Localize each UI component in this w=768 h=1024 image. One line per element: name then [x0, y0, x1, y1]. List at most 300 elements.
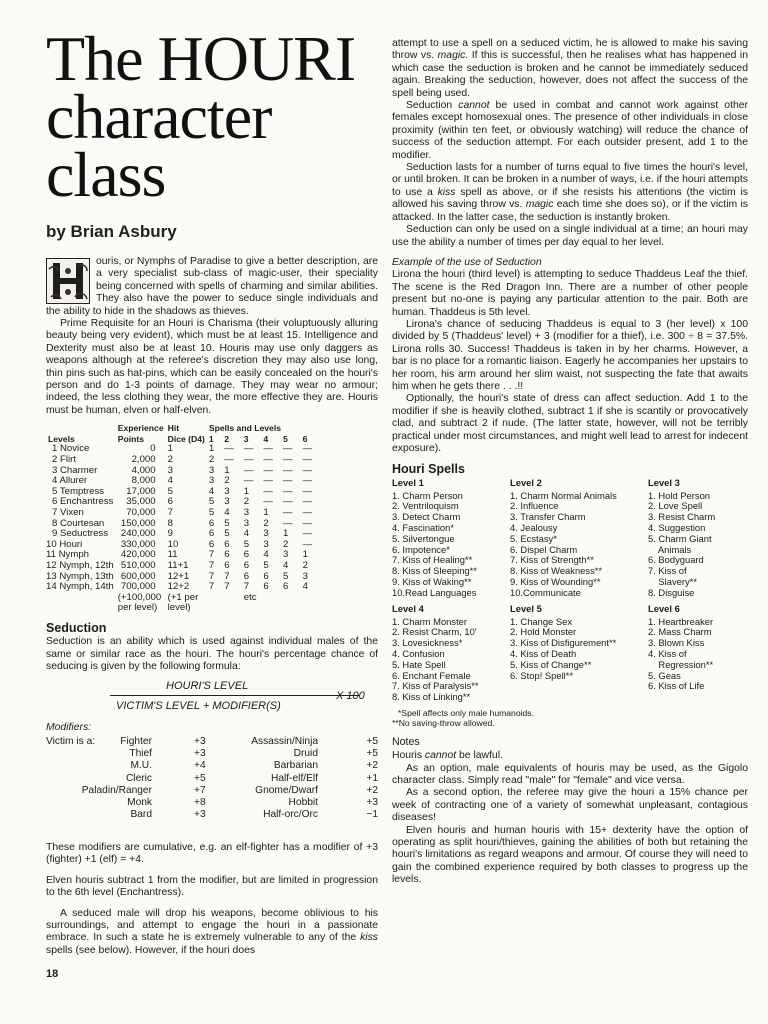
header-dice: Dice (D4): [167, 433, 205, 444]
modifier-value: +1: [366, 772, 378, 784]
dice-cell: 10: [167, 538, 179, 550]
list-item: 4. Jealousy: [510, 522, 558, 533]
list-item: 10.Read Languages: [392, 586, 477, 598]
seduction-paragraph-4: [46, 908, 378, 958]
list-item: 4. Kiss of: [648, 648, 687, 659]
list-item: 5. Hate Spell: [392, 658, 446, 670]
list-item: 6. Stop! Spell**: [510, 669, 574, 681]
para4-part-a: A seduced male will drop his weapons, become oblivious to his surroundings, and attempt to engage the houri in a passionate embrace. In such a state he is extremely vulnerable to any of the: [46, 907, 378, 944]
dice-cell: 3: [167, 464, 173, 476]
spell-note-2: **No saving-throw allowed.: [392, 717, 495, 728]
formula-multiplier: X 100: [336, 689, 365, 702]
spell-slot-cell: 5: [224, 517, 230, 529]
modifier-class-name: Barbarian: [273, 760, 318, 772]
list-item: 4. Suggestion: [648, 522, 706, 533]
modifier-value: +3: [194, 809, 206, 821]
spell-slot-cell: 2: [243, 496, 250, 508]
list-item: 7. Kiss of Paralysis**: [392, 680, 479, 692]
example-heading: Example of the use of Seduction: [392, 256, 542, 268]
spell-list: [510, 491, 617, 599]
right-paragraph-3: [392, 162, 748, 224]
modifiers-list: [46, 736, 378, 834]
level-name-cell: 3 Charmer: [52, 464, 98, 476]
dice-cell: 4: [167, 475, 173, 487]
r-para2-a: Seduction: [406, 100, 459, 112]
list-item: 3. Lovesickness*: [392, 637, 463, 649]
notes-paragraph-4: Elven houris and human houris with 15+ dexterity have the option of operating as split houri/thieves, gaining the abilities of both but retaining the houri's limitations as regard weapons and armour. Of course they will need to gain the combined experience required by both classes to progress up the levels.: [392, 824, 748, 886]
spell-slot-cell: 5: [263, 560, 269, 571]
spell-slot-cell: —: [302, 454, 313, 466]
table-row: [46, 444, 320, 455]
list-item: 2. Love Spell: [648, 500, 703, 512]
spell-group: [648, 604, 713, 692]
spell-slot-cell: —: [263, 485, 273, 497]
spell-slot-cell: 2: [302, 560, 308, 571]
table-row: [46, 497, 320, 508]
intro-paragraph-2: Prime Requisite for an Houri is Charisma (their voluptuously alluring beauty being very evident), which must be at least 15. Intelligence and Dexterity must also be at least 10. Houris may use only daggers as weapons although at the referee's discretion they may also use long, thin pins such as hat-pins, which can be easily concealed on the houri's person and do 1-3 points of damage. They may wear no armour; indeed, the less clothing they wear, the more effective they are. Houris must be human, elven or half-elven.: [46, 318, 378, 416]
modifier-value: +4: [194, 760, 206, 772]
spell-slot-cell: 7: [243, 581, 250, 593]
spell-slot-cell: —: [302, 464, 313, 476]
spell-slot-cell: 6: [224, 549, 230, 561]
r-para3-c: each time she does so), or if the victim is attacked. In the latter case, the seduction is instantly broken.: [392, 199, 748, 223]
header-spells-levels: Spells and Levels: [208, 423, 281, 434]
para4-part-b: spells (see below). However, if the houri does: [46, 944, 256, 956]
levels-table-body: [46, 444, 320, 592]
spell-slot-cell: 6: [208, 517, 215, 529]
level-name-cell: 6 Enchantress: [52, 496, 114, 508]
spell-slot-cell: 6: [263, 570, 269, 582]
modifier-value: +2: [366, 760, 378, 772]
spell-slot-cell: —: [302, 528, 313, 540]
page-number: 18: [46, 968, 59, 980]
r-para2-cannot: cannot: [458, 100, 490, 112]
spell-slot-cell: 5: [224, 528, 230, 540]
spell-slot-cell: 5: [243, 538, 250, 550]
seduction-heading: Seduction: [46, 620, 107, 635]
spell-slot-cell: —: [282, 475, 293, 487]
points-cell: 8,000: [131, 475, 156, 487]
header-spell-col: 4: [263, 433, 269, 444]
header-spell-col: 2: [224, 433, 229, 444]
spell-slot-cell: —: [243, 443, 254, 455]
list-item: 8. Disguise: [648, 586, 695, 598]
spell-group-title: Level 3: [648, 476, 680, 488]
list-item: 2. Mass Charm: [648, 626, 712, 638]
level-name-cell: 12 Nymph, 12th: [46, 560, 114, 571]
spell-slot-cell: 3: [208, 475, 215, 487]
level-name-cell: 14 Nymph, 14th: [46, 581, 114, 593]
level-name-cell: 8 Courtesan: [52, 517, 105, 529]
header-points: Points: [117, 433, 144, 444]
spell-slot-cell: 7: [224, 581, 230, 593]
modifier-class-name: Gnome/Dwarf: [255, 784, 318, 796]
modifier-value: +3: [194, 748, 206, 760]
spell-group-title: Level 4: [392, 602, 424, 614]
spell-slot-cell: —: [302, 485, 313, 497]
spell-slot-cell: 3: [263, 528, 269, 540]
list-item: 7. Kiss of Healing**: [392, 554, 473, 566]
list-item: 5. Ecstasy*: [510, 532, 557, 544]
header-levels: Levels: [48, 433, 75, 444]
table-row: [46, 466, 320, 477]
spell-slot-cell: 1: [263, 507, 269, 519]
list-item: 7. Kiss of Strength**: [510, 554, 594, 566]
spell-slot-cell: 6: [208, 538, 215, 550]
dice-cell: 12+1: [167, 570, 190, 582]
modifiers-heading: Modifiers:: [46, 721, 92, 733]
dice-cell: 9: [167, 528, 173, 540]
spell-slot-cell: —: [282, 507, 293, 519]
points-cell: 330,000: [120, 538, 156, 550]
notes1-a: Houris: [392, 750, 425, 762]
spell-slot-cell: —: [282, 517, 293, 529]
extra-points: (+100,000: [117, 591, 162, 603]
spell-slot-cell: 7: [224, 570, 230, 582]
spell-slot-cell: 4: [224, 507, 230, 519]
header-spell-col: 3: [243, 433, 249, 444]
dice-cell: 8: [167, 517, 173, 529]
list-item: 2. Hold Monster: [510, 626, 577, 638]
formula-divider: [110, 695, 360, 696]
spell-slot-cell: 3: [224, 485, 230, 497]
notes-paragraph-2: As an option, male equivalents of houris may be used, as the Gigolo character class. Simply read "male" for "female" and vice versa.: [392, 762, 748, 787]
list-item: 6. Impotence*: [392, 543, 450, 555]
formula-denominator: VICTIM'S LEVEL + MODIFIER(S): [116, 699, 281, 712]
spell-group-title: Level 1: [392, 476, 424, 488]
spell-slot-cell: —: [263, 454, 273, 466]
points-cell: 510,000: [120, 560, 156, 571]
modifier-class-name: Hobbit: [288, 797, 318, 808]
spell-slot-cell: —: [282, 443, 293, 455]
table-row: [46, 561, 320, 572]
r-para3-a: Seduction lasts for a number of turns equal to five times the houri's level, or until broken. It can be broken in a number of ways, i.e. if the houri attempts to use a: [392, 162, 748, 198]
seduction-paragraph-1: Seduction is an ability which is used against individual males of the same or similar race as the houri. The houri's percentage chance of seducing is given by the following formula:: [46, 636, 378, 673]
seduction-formula: [46, 680, 378, 718]
spell-slot-cell: 5: [208, 507, 215, 519]
list-item: 3. Transfer Charm: [510, 511, 586, 523]
spell-slot-cell: 3: [208, 464, 215, 476]
spell-slot-cell: 2: [224, 475, 230, 487]
spell-slot-cell: 2: [282, 538, 289, 550]
modifier-value: +5: [194, 772, 206, 784]
notes1-cannot: cannot: [424, 750, 457, 762]
spell-slot-cell: —: [243, 454, 254, 466]
modifier-class-name: Druid: [293, 748, 318, 760]
spell-slot-cell: 3: [302, 570, 308, 582]
spell-group: [392, 604, 479, 703]
r-para3-b: spell as above, or if she resists his attentions (the victim is allowed his saving throw vs.: [392, 186, 748, 211]
extra-dice-2: level): [167, 602, 191, 614]
list-item: 8. Kiss of Sleeping**: [392, 565, 477, 577]
modifier-value: +3: [366, 797, 378, 808]
para4-kiss: kiss: [360, 932, 378, 944]
title-line-2: character: [46, 81, 272, 152]
spell-list: [392, 617, 479, 703]
spell-slot-cell: 3: [243, 507, 250, 519]
spell-slot-cell: 5: [282, 570, 289, 582]
points-cell: 2,000: [131, 454, 156, 466]
modifier-value: −1: [366, 809, 378, 821]
extra-dice: (+1 per: [167, 591, 199, 603]
dice-cell: 7: [167, 507, 173, 519]
spell-list: [648, 491, 715, 599]
points-cell: 600,000: [120, 570, 156, 582]
header-hit: Hit: [167, 423, 180, 434]
spell-note-1: *Spell affects only male humanoids.: [398, 707, 534, 718]
spell-slot-cell: 6: [282, 581, 289, 593]
notes-heading: Notes: [392, 735, 420, 748]
spell-group: [510, 478, 617, 599]
victim-label: Victim is a:: [46, 736, 96, 747]
spell-slot-cell: 3: [263, 538, 269, 550]
list-item: 2. Influence: [510, 500, 559, 512]
modifier-class-name: Monk: [127, 797, 152, 808]
r-para1-b: If this is successful, then he realises what has happened in which case the seduction is broken and he cannot be immediately seduced again. Breaking the seduction, however, does not affect the success of the spell being used.: [392, 50, 748, 99]
extra-points-2: per level): [117, 602, 158, 614]
list-item: 8. Kiss of Linking**: [392, 691, 471, 703]
left-column: [46, 23, 378, 957]
dice-cell: 2: [167, 454, 173, 466]
modifier-class-name: M.U.: [130, 760, 152, 772]
spell-slot-cell: —: [302, 496, 313, 508]
modifier-class-name: Paladin/Ranger: [81, 784, 152, 796]
spell-slot-cell: 4: [208, 485, 215, 497]
list-item: 8. Kiss of Weakness**: [510, 565, 603, 577]
list-item: 3. Resist Charm: [648, 511, 716, 523]
list-item: 5. Kiss of Change**: [510, 658, 592, 670]
list-item: 9. Kiss of Wounding**: [510, 575, 601, 587]
list-item: 6. Enchant Female: [392, 669, 471, 681]
modifier-class-name: Cleric: [125, 772, 152, 784]
extra-etc: etc: [243, 591, 257, 603]
formula-numerator: HOURI'S LEVEL: [166, 679, 249, 692]
level-name-cell: 2 Flirt: [52, 454, 76, 466]
modifier-class-name: Bard: [130, 809, 152, 821]
modifier-class-name: Half-orc/Orc: [263, 809, 318, 821]
spell-slot-cell: 6: [243, 549, 250, 561]
spell-group: [392, 478, 477, 599]
spell-slot-cell: —: [282, 454, 293, 466]
level-name-cell: 10 Houri: [46, 538, 83, 550]
spell-slot-cell: 7: [208, 549, 215, 561]
points-cell: 240,000: [120, 528, 156, 540]
points-cell: 700,000: [120, 581, 156, 593]
list-item: Regression**: [648, 658, 714, 670]
header-spell-col: 1: [208, 433, 214, 444]
spell-slot-cell: —: [302, 517, 313, 529]
spell-slot-cell: 3: [224, 496, 230, 508]
spell-list: [510, 617, 616, 682]
list-item: 6. Kiss of Life: [648, 680, 705, 692]
list-item: 3. Blown Kiss: [648, 637, 705, 649]
level-name-cell: 11 Nymph: [46, 549, 90, 561]
spell-slot-cell: 7: [208, 570, 215, 582]
modifier-value: +2: [366, 784, 378, 796]
spell-slot-cell: —: [302, 538, 313, 550]
title-line-3: class: [46, 139, 166, 210]
level-name-cell: 9 Seductress: [52, 528, 108, 540]
modifier-value: +8: [194, 797, 206, 808]
list-item: 1. Change Sex: [510, 615, 573, 627]
list-item: Animals: [648, 543, 692, 555]
dropcap-h-illustration: [46, 258, 90, 304]
spell-slot-cell: 5: [208, 496, 215, 508]
spell-slot-cell: —: [263, 475, 273, 487]
points-cell: 4,000: [131, 464, 156, 476]
right-column: [392, 38, 748, 887]
spell-slot-cell: —: [263, 496, 273, 508]
intro-block: [46, 256, 378, 417]
level-name-cell: 13 Nymph, 13th: [46, 570, 114, 582]
spell-slot-cell: —: [243, 464, 254, 476]
spell-slot-cell: 6: [224, 538, 230, 550]
spell-slot-cell: 3: [282, 549, 289, 561]
level-name-cell: 4 Allurer: [52, 475, 88, 487]
list-item: 1. Charm Person: [392, 489, 463, 501]
spells-heading: Houri Spells: [392, 462, 465, 477]
modifier-class-name: Thief: [129, 748, 152, 760]
modifier-value: +7: [194, 784, 206, 796]
points-cell: 420,000: [120, 549, 156, 561]
modifier-value: +5: [366, 748, 378, 760]
list-item: 2. Ventriloquism: [392, 500, 459, 512]
level-name-cell: 1 Novice: [52, 443, 90, 455]
spell-slot-cell: —: [282, 485, 293, 497]
r-para3-magic: magic: [525, 199, 554, 211]
levels-table: [46, 423, 320, 614]
notes-paragraph-1: [392, 750, 748, 762]
list-item: 9. Kiss of Waking**: [392, 575, 472, 587]
spell-slot-cell: 4: [263, 549, 269, 561]
seduction-paragraph-3: Elven houris subtract 1 from the modifier, but are limited in progression to the 6th level (Enchantress).: [46, 874, 378, 899]
r-para3-kiss: kiss: [437, 186, 456, 198]
byline: by Brian Asbury: [46, 222, 177, 241]
r-para1-a: attempt to use a spell on a seduced victim, he is allowed to make his saving throw vs.: [392, 38, 748, 62]
levels-table-extra-row-2: [46, 603, 320, 614]
dice-cell: 11+1: [167, 560, 189, 571]
right-paragraph-2: [392, 100, 748, 162]
header-experience: Experience: [117, 423, 164, 434]
level-name-cell: 7 Vixen: [52, 507, 84, 519]
modifier-class-name: Half-elf/Elf: [271, 772, 318, 784]
spell-slot-cell: 1: [208, 443, 215, 455]
list-item: 5. Geas: [648, 669, 681, 681]
points-cell: 0: [150, 443, 156, 455]
title-line-1: The HOURI: [46, 23, 356, 94]
spell-slot-cell: 1: [224, 464, 230, 476]
right-paragraph-1: [392, 38, 748, 100]
dropcap-h-icon: [47, 259, 89, 303]
example-paragraph-3: Optionally, the houri's state of dress can affect seduction. Add 1 to the modifier if she is heavily clothed, subtract 1 if she is scantily or provocatively clad, and subtract 2 if nude. (The latter state, however, will not be terribly practical under most circumstances, and might well lead to arrest for indecent exposure).: [392, 393, 748, 454]
spell-group: [510, 604, 616, 682]
points-cell: 35,000: [126, 496, 156, 508]
table-row: [46, 529, 320, 540]
spell-list: [392, 491, 477, 599]
example-paragraph-2: Lirona's chance of seducing Thaddeus is equal to 3 (her level) x 100 divided by 5 (Thaddeus' level) + 3 (modifier for a thief), i.e. 300 ÷ 8 = 37.5%. Lirona rolls 30. Success! Thaddeus is taken in by her charms. However, a bar is no place for a romantic liaison. Eagerly he accompanies her upstairs to her room, his arm around her slim waist, not suspecting the fate that awaits him when he gets there . . .!!: [392, 318, 748, 392]
spell-slot-cell: —: [263, 443, 273, 455]
spell-slot-cell: —: [263, 464, 273, 476]
spell-slot-cell: —: [302, 443, 313, 455]
modifier-class-name: Assassin/Ninja: [251, 736, 318, 747]
spell-slot-cell: 6: [243, 560, 250, 571]
list-item: 1. Charm Normal Animals: [510, 489, 617, 501]
example-paragraph-1: Lirona the houri (third level) is attempting to seduce Thaddeus Leaf the thief. The scene is the Red Dragon Inn. There are a number of other people present but no-one is paying any particular attention to the pair. Both are human. Thaddeus is 5th level.: [392, 269, 748, 318]
dice-cell: 6: [167, 496, 173, 508]
list-item: 3. Kiss of Disfigurement**: [510, 637, 617, 649]
list-item: Slavery**: [648, 575, 697, 587]
spell-slot-cell: 6: [263, 581, 269, 593]
list-item: 1. Heartbreaker: [648, 615, 714, 627]
spell-slot-cell: 6: [224, 560, 230, 571]
spell-slot-cell: 4: [243, 528, 250, 540]
spell-slot-cell: 2: [263, 517, 269, 529]
spell-slot-cell: 3: [243, 517, 250, 529]
dice-cell: 12+2: [167, 581, 190, 593]
modifier-value: +5: [366, 736, 378, 747]
spell-list: [648, 617, 713, 693]
list-item: 4. Confusion: [392, 648, 445, 659]
spell-slot-cell: 1: [243, 485, 250, 497]
spell-slot-cell: 1: [282, 528, 289, 540]
list-item: 7. Kiss of: [648, 565, 687, 577]
r-para2-b: be used in combat and cannot work against other females except homosexual ones. The presence of other individuals in close proximity (within ten feet, or obviously watching) will reduce the chance of success of the seduction attempt. For each outsider present, add 1 to the modifier.: [392, 100, 748, 161]
notes-paragraph-3: As a second option, the referee may give the houri a 15% chance per week of contracting one of a variety of somewhat unpleasant, contagious diseases!: [392, 787, 748, 824]
dice-cell: 5: [167, 485, 173, 497]
spell-group: [648, 478, 715, 599]
list-item: 10.Communicate: [510, 586, 581, 598]
modifier-class-name: Fighter: [120, 736, 152, 747]
spell-slot-cell: —: [224, 443, 234, 455]
list-item: 3. Detect Charm: [392, 511, 461, 523]
levels-table-group-header: [46, 423, 320, 434]
spell-slot-cell: 6: [208, 528, 215, 540]
list-item: 1. Hold Person: [648, 489, 711, 501]
seduction-paragraph-2: These modifiers are cumulative, e.g. an elf-fighter has a modifier of +3 (fighter) +1 (elf) = +4.: [46, 842, 378, 866]
level-name-cell: 5 Temptress: [52, 485, 105, 497]
dice-cell: 11: [167, 549, 178, 561]
spell-group-title: Level 5: [510, 602, 542, 614]
spell-slot-cell: 4: [302, 581, 308, 593]
list-item: 6. Bodyguard: [648, 554, 704, 566]
spell-slot-cell: —: [243, 475, 254, 487]
modifier-value: +3: [194, 736, 206, 747]
spell-slot-cell: 7: [208, 560, 215, 571]
list-item: 2. Resist Charm, 10': [392, 626, 477, 638]
spell-slot-cell: —: [282, 464, 293, 476]
list-item: 4. Kiss of Death: [510, 648, 577, 659]
list-item: 5. Charm Giant: [648, 532, 712, 544]
right-paragraph-4: Seduction can only be used on a single individual at a time; an houri may use the ability a number of times per day equal to her level.: [392, 224, 748, 248]
list-item: 4. Fascination*: [392, 522, 455, 533]
points-cell: 70,000: [126, 507, 156, 519]
r-para1-magic: magic.: [437, 50, 469, 62]
intro-paragraph-1: ouris, or Nymphs of Paradise to give a better description, are a very specialist sub-class of magic-user, their speciality being concerned with spells of charming and similar abilities. They also have the power to seduce single individuals and the ability to hide in the shadows as thieves.: [46, 256, 378, 317]
list-item: 5. Silvertongue: [392, 532, 455, 544]
header-spell-col: 5: [282, 433, 288, 444]
spell-slot-cell: 4: [282, 560, 289, 571]
spell-slot-cell: 7: [208, 581, 215, 593]
spell-group-title: Level 2: [510, 476, 542, 488]
spell-slot-cell: —: [282, 496, 293, 508]
list-item: 6. Dispel Charm: [510, 543, 578, 555]
points-cell: 17,000: [126, 485, 156, 497]
article-title: [46, 23, 378, 210]
spell-group-title: Level 6: [648, 602, 680, 614]
spell-slot-cell: —: [224, 454, 234, 466]
spell-slot-cell: 6: [243, 570, 250, 582]
points-cell: 150,000: [120, 517, 156, 529]
